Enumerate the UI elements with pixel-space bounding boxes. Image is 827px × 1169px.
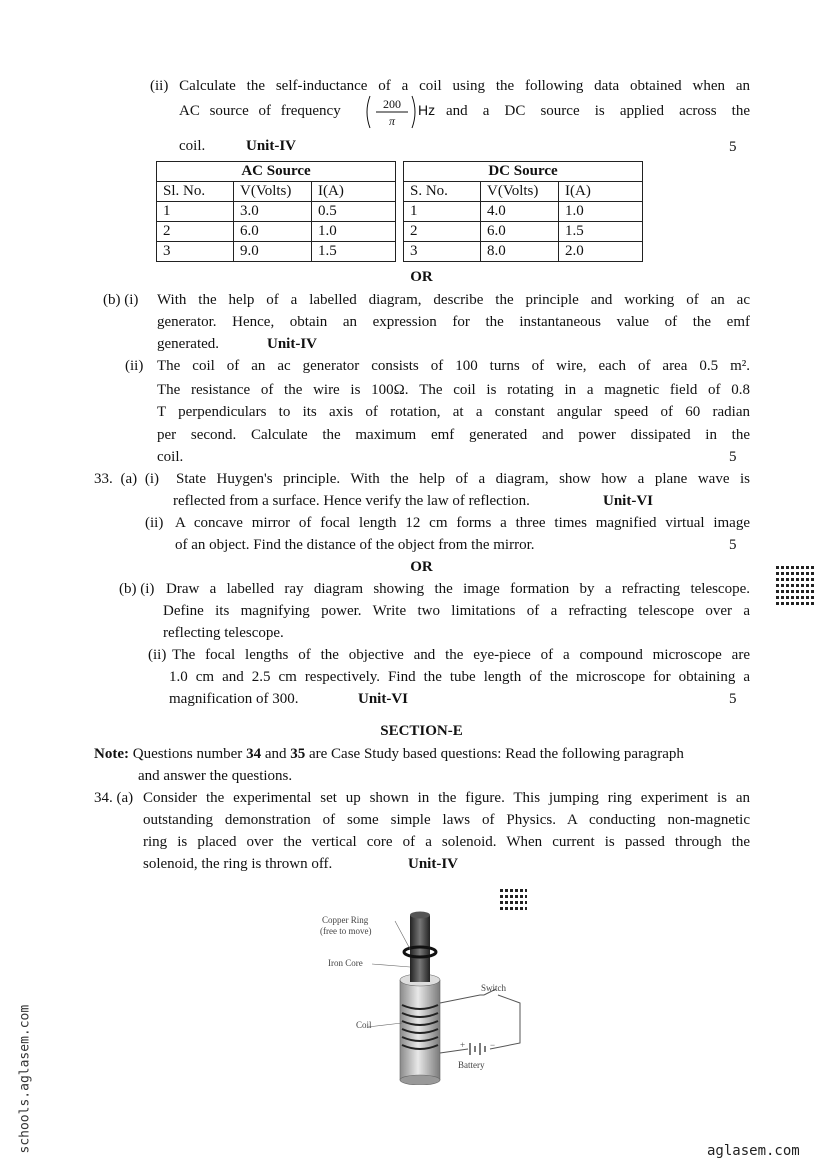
q33b-i-line3: reflecting telescope. xyxy=(163,625,284,641)
table-cell: 4.0 xyxy=(481,202,559,222)
table-cell: 1.0 xyxy=(559,202,643,222)
q33b-ii-line2: 1.0 cm and 2.5 cm respectively. Find the tube length of the microscope for obtaining a xyxy=(169,669,750,685)
hz-unit: Hz xyxy=(418,102,436,118)
dc-header-volts: V(Volts) xyxy=(481,182,559,202)
q33b-i-line1: Draw a labelled ray diagram showing the image formation by a refracting telescope. xyxy=(166,581,750,597)
q32b-ii-line5: coil. xyxy=(157,449,184,465)
jumping-ring-figure xyxy=(300,885,540,1085)
table-cell: 1.5 xyxy=(559,222,643,242)
dc-header-current: I(A) xyxy=(559,182,643,202)
q32b-i-line1: With the help of a labelled diagram, describe the principle and working of an ac xyxy=(157,292,750,308)
table-row xyxy=(157,222,396,242)
dc-header-slno: S. No. xyxy=(404,182,481,202)
q33a-i-unit: Unit-VI xyxy=(603,493,654,509)
table-cell: 2 xyxy=(404,222,481,242)
table-row xyxy=(404,242,643,262)
table-cell: 9.0 xyxy=(234,242,312,262)
q32b-i-unit: Unit-IV xyxy=(267,336,318,352)
table-cell: 2 xyxy=(157,222,234,242)
or-divider-1: OR xyxy=(410,269,433,285)
label-copper-ring: Copper Ring xyxy=(322,915,369,925)
q32-ii-line1: (ii) Calculate the self-inductance of a coil using the following data obtained when an xyxy=(150,78,750,94)
q33a-i-line1: State Huygen's principle. With the help of a diagram, show how a plane wave is xyxy=(176,471,750,487)
q32-ii-marks: 5 xyxy=(729,139,737,155)
q32b-i-line3: generated. xyxy=(157,336,220,352)
or-divider-2: OR xyxy=(410,559,433,575)
q33a-label: 33. (a) (i) xyxy=(94,471,160,487)
label-battery-minus: − xyxy=(490,1040,496,1050)
table-cell: 1 xyxy=(157,202,234,222)
q34a-line1: Consider the experimental set up shown in the figure. This jumping ring experiment is an xyxy=(143,790,750,806)
ac-header-current: I(A) xyxy=(312,182,396,202)
q34a-unit: Unit-IV xyxy=(408,856,459,872)
q32-ii-line2a: AC source of frequency xyxy=(179,103,341,119)
label-battery-plus: + xyxy=(460,1040,466,1050)
table-cell: 1.0 xyxy=(312,222,396,242)
ac-header-volts: V(Volts) xyxy=(234,182,312,202)
table-row xyxy=(157,202,396,222)
dc-table-title: DC Source xyxy=(404,162,643,182)
q32b-ii-line3: T perpendiculars to its axis of rotation, at a constant angular speed of 60 radian xyxy=(157,404,750,420)
watermark-footer: aglasem.com xyxy=(707,1143,800,1159)
qr-code-figure xyxy=(500,888,527,910)
fraction-denominator: π xyxy=(388,114,395,128)
q33b-marks: 5 xyxy=(729,691,737,707)
note-line2: and answer the questions. xyxy=(138,768,293,784)
note-line1: Note: Questions number 34 and 35 are Case Study based questions: Read the following paragraph xyxy=(94,746,684,762)
label-coil: Coil xyxy=(356,1020,372,1030)
q32b-ii-line4: per second. Calculate the maximum emf generated and power dissipated in the xyxy=(157,427,750,443)
frequency-fraction xyxy=(364,94,434,130)
q33a-ii-line2: of an object. Find the distance of the object from the mirror. xyxy=(175,537,535,553)
q32b-marks: 5 xyxy=(729,449,737,465)
table-cell: 1 xyxy=(404,202,481,222)
label-battery: Battery xyxy=(458,1060,485,1070)
table-cell: 6.0 xyxy=(234,222,312,242)
ac-table-title: AC Source xyxy=(157,162,396,182)
q33b-ii-unit: Unit-VI xyxy=(358,691,409,707)
dc-source-table xyxy=(403,161,643,262)
q34a-line4: solenoid, the ring is thrown off. xyxy=(143,856,333,872)
qr-code-side xyxy=(776,565,816,605)
table-row xyxy=(157,242,396,262)
q33a-ii-label: (ii) xyxy=(145,515,164,531)
section-e-title: SECTION-E xyxy=(380,723,463,739)
q32-ii-unit: Unit-IV xyxy=(246,138,297,154)
table-cell: 3 xyxy=(157,242,234,262)
q32b-ii-line1: The coil of an ac generator consists of 100 turns of wire, each of area 0.5 m². xyxy=(157,358,750,374)
q33b-ii-line3: magnification of 300. xyxy=(169,691,299,707)
table-row xyxy=(404,222,643,242)
table-cell: 1.5 xyxy=(312,242,396,262)
q32-ii-line3: coil. xyxy=(179,138,206,154)
q33a-ii-line1: A concave mirror of focal length 12 cm forms a three times magnified virtual image xyxy=(175,515,750,531)
q34a-label: 34. (a) xyxy=(94,790,134,806)
q32b-ii-label: (ii) xyxy=(125,358,144,374)
q33a-marks: 5 xyxy=(729,537,737,553)
table-cell: 6.0 xyxy=(481,222,559,242)
table-cell: 0.5 xyxy=(312,202,396,222)
q34a-line2: outstanding demonstration of some simple laws of Physics. A conducting non-magnetic xyxy=(143,812,750,828)
label-switch: Switch xyxy=(481,983,507,993)
label-free-to-move: (free to move) xyxy=(320,926,372,936)
table-cell: 2.0 xyxy=(559,242,643,262)
q33b-i-line2: Define its magnifying power. Write two limitations of a refracting telescope over a xyxy=(163,603,750,619)
q32b-label: (b) (i) xyxy=(103,292,139,308)
ac-source-table xyxy=(156,161,396,262)
table-row xyxy=(404,202,643,222)
q33a-i-line2: reflected from a surface. Hence verify the law of reflection. xyxy=(173,493,530,509)
q33b-label: (b) (i) xyxy=(119,581,155,597)
q32b-ii-line2: The resistance of the wire is 100Ω. The coil is rotating in a magnetic field of 0.8 xyxy=(157,382,750,398)
q32-ii-line2b: and a DC source is applied across the xyxy=(446,103,750,119)
q33b-ii-line1: The focal lengths of the objective and the eye-piece of a compound microscope are xyxy=(172,647,750,663)
table-cell: 3.0 xyxy=(234,202,312,222)
label-iron-core: Iron Core xyxy=(328,958,363,968)
q34a-line3: ring is placed over the vertical core of a solenoid. When current is passed through the xyxy=(143,834,750,850)
fraction-numerator: 200 xyxy=(383,97,401,111)
table-cell: 3 xyxy=(404,242,481,262)
ac-header-slno: Sl. No. xyxy=(157,182,234,202)
q32b-i-line2: generator. Hence, obtain an expression for the instantaneous value of the emf xyxy=(157,314,750,330)
q33b-ii-label: (ii) xyxy=(148,647,167,663)
watermark-side: schools.aglasem.com xyxy=(17,1004,33,1154)
table-cell: 8.0 xyxy=(481,242,559,262)
